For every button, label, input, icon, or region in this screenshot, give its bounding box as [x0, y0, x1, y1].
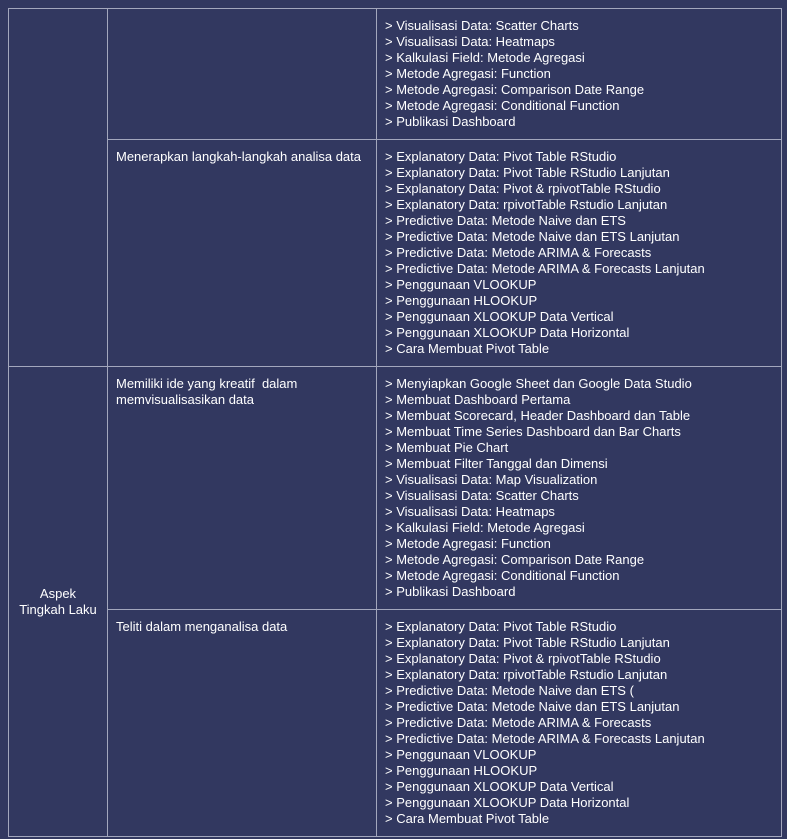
list-item: > Explanatory Data: Pivot Table RStudio Lanjutan: [385, 165, 670, 180]
aspect-label-line2: Tingkah Laku: [19, 601, 97, 617]
list-item: > Menyiapkan Google Sheet dan Google Data Studio: [385, 376, 692, 391]
skill-cell: [108, 140, 377, 367]
skill-label: Teliti dalam menganalisa data: [116, 619, 288, 634]
table-row: [9, 367, 782, 610]
list-item: > Explanatory Data: rpivotTable Rstudio Lanjutan: [385, 197, 668, 212]
list-item: > Predictive Data: Metode ARIMA & Forecasts: [385, 245, 652, 260]
list-item: > Membuat Dashboard Pertama: [385, 392, 571, 407]
topics-cell: [377, 610, 782, 837]
list-item: > Visualisasi Data: Map Visualization: [385, 472, 598, 487]
list-item: > Cara Membuat Pivot Table: [385, 341, 550, 356]
list-item: > Predictive Data: Metode Naive dan ETS: [385, 213, 626, 228]
list-item: > Membuat Time Series Dashboard dan Bar Charts: [385, 424, 681, 439]
list-item: > Visualisasi Data: Scatter Charts: [385, 488, 579, 503]
list-item: > Explanatory Data: Pivot & rpivotTable RStudio: [385, 181, 661, 196]
list-item: > Explanatory Data: Pivot Table RStudio: [385, 149, 617, 164]
list-item: > Metode Agregasi: Conditional Function: [385, 568, 620, 583]
aspect-cell: [9, 367, 108, 837]
list-item: > Penggunaan HLOOKUP: [385, 763, 538, 778]
list-item: > Metode Agregasi: Function: [385, 66, 551, 81]
list-item: > Predictive Data: Metode ARIMA & Forecasts Lanjutan: [385, 261, 705, 276]
topics-cell: [377, 140, 782, 367]
list-item: > Metode Agregasi: Comparison Date Range: [385, 552, 645, 567]
list-item: > Predictive Data: Metode Naive dan ETS (: [385, 683, 634, 698]
list-item: > Publikasi Dashboard: [385, 114, 516, 129]
skill-cell: [108, 367, 377, 610]
list-item: > Membuat Scorecard, Header Dashboard dan Table: [385, 408, 691, 423]
curriculum-table: [8, 8, 782, 837]
list-item: > Explanatory Data: Pivot Table RStudio Lanjutan: [385, 635, 670, 650]
list-item: > Predictive Data: Metode ARIMA & Forecasts Lanjutan: [385, 731, 705, 746]
list-item: > Predictive Data: Metode ARIMA & Forecasts: [385, 715, 652, 730]
skill-cell: [108, 610, 377, 837]
list-item: > Explanatory Data: Pivot & rpivotTable RStudio: [385, 651, 661, 666]
list-item: > Predictive Data: Metode Naive dan ETS Lanjutan: [385, 699, 680, 714]
list-item: > Membuat Filter Tanggal dan Dimensi: [385, 456, 608, 471]
list-item: > Visualisasi Data: Scatter Charts: [385, 18, 579, 33]
list-item: > Metode Agregasi: Comparison Date Range: [385, 82, 645, 97]
list-item: > Penggunaan XLOOKUP Data Horizontal: [385, 795, 630, 810]
list-item: > Penggunaan VLOOKUP: [385, 277, 537, 292]
list-item: > Membuat Pie Chart: [385, 440, 509, 455]
table-row: [9, 9, 782, 140]
list-item: > Penggunaan XLOOKUP Data Vertical: [385, 779, 614, 794]
list-item: > Visualisasi Data: Heatmaps: [385, 504, 555, 519]
list-item: > Visualisasi Data: Heatmaps: [385, 34, 555, 49]
skill-label: Menerapkan langkah-langkah analisa data: [116, 149, 362, 164]
list-item: > Kalkulasi Field: Metode Agregasi: [385, 520, 585, 535]
list-item: > Kalkulasi Field: Metode Agregasi: [385, 50, 585, 65]
table-row: [9, 610, 782, 837]
topics-cell: [377, 367, 782, 610]
list-item: > Penggunaan HLOOKUP: [385, 293, 538, 308]
list-item: > Penggunaan VLOOKUP: [385, 747, 537, 762]
aspect-label-line1: Aspek: [39, 585, 77, 601]
list-item: > Cara Membuat Pivot Table: [385, 811, 550, 826]
list-item: > Penggunaan XLOOKUP Data Horizontal: [385, 325, 630, 340]
table-row: [9, 140, 782, 367]
skill-label-line1: Memiliki ide yang kreatif dalam: [116, 376, 298, 391]
list-item: > Publikasi Dashboard: [385, 584, 516, 599]
list-item: > Predictive Data: Metode Naive dan ETS Lanjutan: [385, 229, 680, 244]
list-item: > Explanatory Data: Pivot Table RStudio: [385, 619, 617, 634]
topics-cell: [377, 9, 782, 140]
aspect-cell: [9, 9, 108, 367]
list-item: > Metode Agregasi: Conditional Function: [385, 98, 620, 113]
list-item: > Metode Agregasi: Function: [385, 536, 551, 551]
skill-label-line2: memvisualisasikan data: [116, 392, 255, 407]
list-item: > Penggunaan XLOOKUP Data Vertical: [385, 309, 614, 324]
list-item: > Explanatory Data: rpivotTable Rstudio Lanjutan: [385, 667, 668, 682]
skill-cell: [108, 9, 377, 140]
